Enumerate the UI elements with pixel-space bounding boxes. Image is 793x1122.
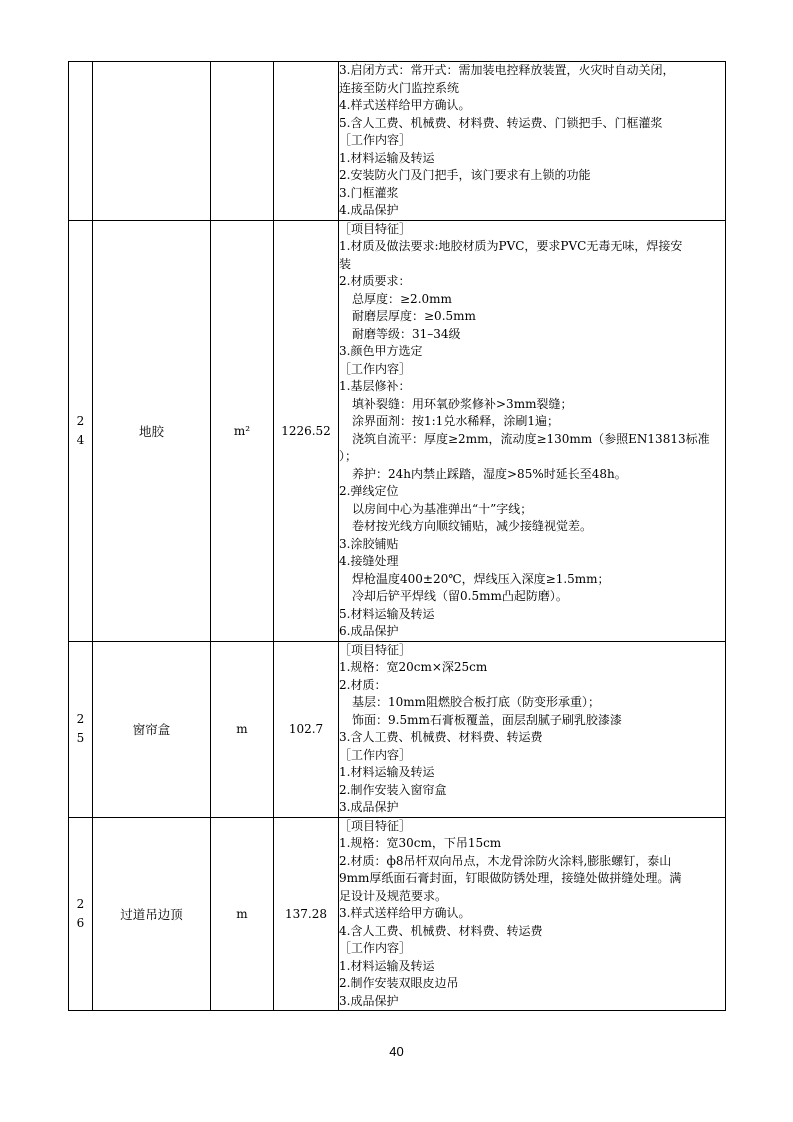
description-line: ［工作内容］ [339,747,412,762]
item-quantity: 1226.52 [274,220,339,641]
table-body [69,62,726,1011]
description-line: 1.材料运输及转运 [339,765,435,779]
item-quantity: 102.7 [274,641,339,817]
item-description [339,817,726,1011]
description-line: 填补裂缝：用环氧砂浆修补>3mm裂缝； [352,396,573,411]
description-line: ［项目特征］ [339,221,412,236]
description-line: 3.颜色甲方选定 [339,344,423,358]
description-line: 3.含人工费、机械费、材料费、转运费 [339,730,543,744]
description-line: 2.材质要求： [339,274,411,288]
description-line: 耐磨层厚度：≥0.5mm [352,309,476,323]
description-line: 2.材质： [339,677,387,692]
description-line: ［工作内容］ [339,133,412,147]
description-line: 1.材料运输及转运 [339,150,435,165]
description-line: ［项目特征］ [339,818,412,833]
description-line: 浇筑自流平：厚度≥2mm，流动度≥130mm（参照EN13813标准 [352,431,710,446]
description-line: ）； [339,449,358,463]
description-line: 连接至防火门监控系统 [339,80,460,95]
description-line: 2.弹线定位 [339,484,399,498]
description-line: 3.涂胶铺贴 [339,536,399,551]
item-name: 过道吊边顶 [93,817,211,1011]
item-description [339,62,726,221]
description-line: 9mm厚纸面石膏封面，钉眼做防锈处理，接缝处做拼缝处理。满 [339,871,682,885]
description-line: 4.含人工费、机械费、材料费、转运费 [339,923,543,938]
description-line: 3.样式送样给甲方确认。 [339,906,471,920]
bill-of-quantities-table [68,61,726,1011]
item-name: 窗帘盒 [93,641,211,817]
description-line: 2.材质：ф8吊杆双向吊点，木龙骨涂防火涂料,膨胀螺钉，泰山 [339,853,672,868]
description-line: 3.成品保护 [339,800,399,814]
item-unit: m [211,641,274,817]
item-name [93,62,211,221]
description-line: 装 [339,256,352,271]
description-line: 冷却后铲平焊线（留0.5mm凸起防磨）。 [352,589,568,603]
item-unit [211,62,274,221]
description-line: ［项目特征］ [339,642,412,657]
description-line: 焊枪温度400±20℃，焊线压入深度≥1.5mm； [352,571,610,586]
description-line: 3.启闭方式：常开式：需加装电控释放装置，火灾时自动关闭， [339,63,675,77]
description-line: 2.制作安装双眼皮边吊 [339,976,459,990]
description-line: 5.材料运输及转运 [339,606,435,621]
item-quantity: 137.28 [274,817,339,1011]
description-line: 以房间中心为基准弹出“十”字线； [352,501,533,516]
item-unit: m [211,817,274,1011]
description-line: 6.成品保护 [339,624,399,638]
table-row [69,817,726,1011]
description-line: 涂界面剂：按1:1兑水稀释，涂刷1遍； [352,414,559,428]
item-index-digit: 2 [76,413,85,428]
item-index-digit: 4 [76,432,85,447]
table-row [69,62,726,221]
item-index-digit: 2 [76,712,85,726]
table-row [69,641,726,817]
description-line: 3.门框灌浆 [339,185,399,200]
item-index [69,817,93,1011]
item-index-digit: 2 [76,896,85,911]
item-index-digit: 6 [76,915,85,930]
item-description [339,220,726,641]
description-line: 1.材质及做法要求:地胶材质为PVC，要求PVC无毒无味，焊接安 [339,239,683,253]
description-line: 4.接缝处理 [339,554,399,568]
item-quantity [274,62,339,221]
description-line: 5.含人工费、机械费、材料费、转运费、门锁把手、门框灌浆 [339,115,663,130]
description-line: 总厚度：≥2.0mm [352,291,452,306]
description-line: 1.基层修补： [339,379,411,393]
description-line: 1.规格：宽20cm×深25cm [339,660,488,674]
table-row [69,220,726,641]
item-index [69,641,93,817]
item-index-digit: 5 [76,731,85,745]
description-line: 基层：10mm阻燃胶合板打底（防变形承重）； [352,695,601,709]
item-name: 地胶 [93,220,211,641]
description-line: 养护：24h内禁止踩踏，湿度>85%时延长至48h。 [352,466,627,481]
description-line: 4.样式送样给甲方确认。 [339,98,471,112]
description-line: 3.成品保护 [339,993,399,1008]
item-index [69,220,93,641]
description-line: 足设计及规范要求。 [339,888,448,903]
item-description [339,641,726,817]
item-index [69,62,93,221]
description-line: 2.制作安装入窗帘盒 [339,782,447,797]
description-line: 饰面：9.5mm石膏板覆盖，面层刮腻子刷乳胶漆漆 [352,712,622,727]
description-line: 2.安装防火门及门把手，该门要求有上锁的功能 [339,168,591,182]
description-line: 卷材按光线方向顺纹铺贴，减少接缝视觉差。 [352,519,593,533]
item-unit: m² [211,220,274,641]
page-number: 40 [389,1044,404,1059]
description-line: 耐磨等级：31–34级 [352,326,461,341]
description-line: 4.成品保护 [339,203,399,217]
description-line: ［工作内容］ [339,941,412,955]
description-line: 1.材料运输及转运 [339,958,435,973]
description-line: ［工作内容］ [339,361,412,376]
description-line: 1.规格：宽30cm，下吊15cm [339,836,502,850]
